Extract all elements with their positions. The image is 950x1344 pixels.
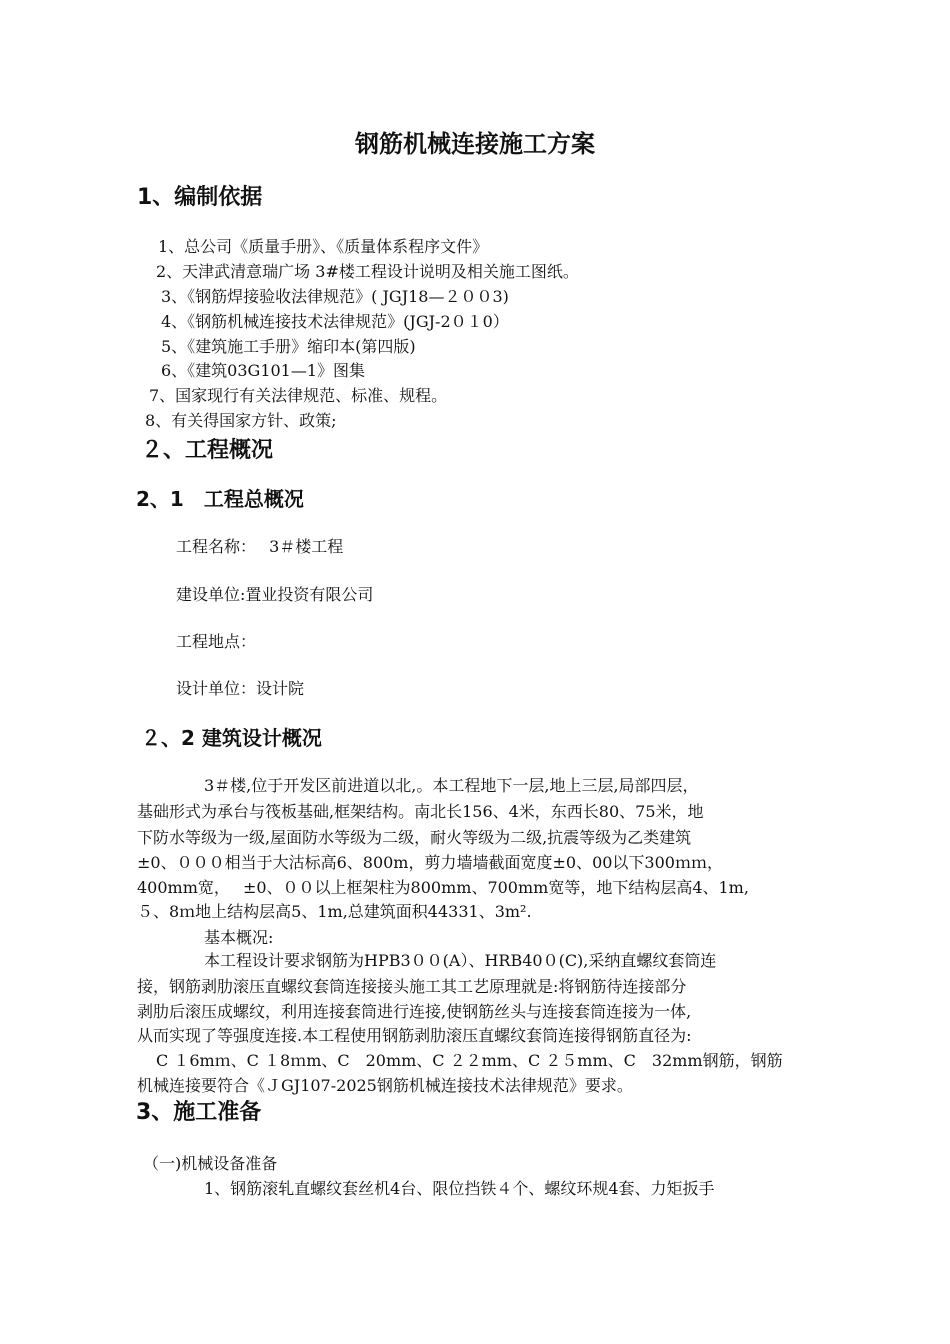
paragraph-line: 接，钢筋剥肋滚压直螺纹套筒连接接头施工其工艺原理就是:将钢筋待连接部分 <box>137 977 687 996</box>
paragraph-line: 3＃楼,位于开发区前进道以北,。本工程地下一层,地上三层,局部四层， <box>204 776 699 795</box>
location: 工程地点： <box>176 632 257 651</box>
section-heading: 1、编制依据 <box>137 185 263 210</box>
list-item: 2、天津武清意瑞广场 3#楼工程设计说明及相关施工图纸。 <box>156 262 579 281</box>
list-item: 1、总公司《质量手册》、《质量体系程序文件》 <box>158 237 489 256</box>
paragraph-line: 本工程设计要求钢筋为HPB3００(A）、HRB40０(C),采纳直螺纹套筒连 <box>204 951 717 970</box>
builder: 建设单位:置业投资有限公司 <box>176 585 374 604</box>
paragraph-line: 机械连接要符合《ＪGJ107-2025钢筋机械连接技术法律规范》要求。 <box>137 1076 633 1095</box>
paragraph-line: ±0、０００相当于大沽标高6、800m，剪力墙墙截面宽度±0、00以下300ｍｍ， <box>137 853 723 872</box>
list-item: 3、《钢筋焊接验收法律规范》( JGJ18—２００3) <box>161 287 509 306</box>
designer: 设计单位：设计院 <box>176 679 305 698</box>
paragraph-line: 下防水等级为一级,屋面防水等级为二级，耐火等级为二级,抗震等级为乙类建筑 <box>137 828 692 847</box>
paragraph-line: 基础形式为承台与筏板基础,框架结构。南北长156、4米，东西长80、75米，地 <box>137 802 704 821</box>
list-item: 7、国家现行有关法律规范、标准、规程。 <box>149 386 448 405</box>
subsection-label: （一)机械设备准备 <box>143 1154 278 1173</box>
list-item: 5、《建筑施工手册》缩印本(第四版) <box>161 337 416 356</box>
paragraph-line: ５、8ｍ地上结构层高5、1m,总建筑面积44331、3m². <box>137 902 532 921</box>
basic-overview-label: 基本概况: <box>204 928 274 947</box>
project-name: 工程名称： 3＃楼工程 <box>176 537 344 556</box>
paragraph-line: C １6mｍ、C １8ｍm、C 20mm、C ２２mm、C ２５mm、C 32mm钢筋，钢筋 <box>156 1051 783 1070</box>
list-item: 8、有关得国家方针、政策; <box>145 411 337 430</box>
paragraph-line: 400mm宽， ±0、００以上框架柱为800mm、700mm宽等，地下结构层高4、1m, <box>137 878 749 897</box>
document-title: 钢筋机械连接施工方案 <box>355 129 595 158</box>
section-heading: ２、工程概况 <box>141 438 274 463</box>
paragraph-line: 剥肋后滚压成螺纹，利用连接套筒进行连接,使钢筋丝头与连接套筒连接为一体, <box>137 1002 692 1021</box>
paragraph-line: 从而实现了等强度连接.本工程使用钢筋剥肋滚压直螺纹套筒连接得钢筋直径为: <box>137 1026 692 1045</box>
list-item: 6、《建筑03G101—1》图集 <box>161 361 366 380</box>
subsection-heading: 2、1 工程总概况 <box>136 487 304 511</box>
paragraph-line: 1、钢筋滚轧直螺纹套丝机4台、限位挡铁４个、螺纹环规4套、力矩扳手 <box>204 1179 715 1198</box>
list-item: 4、《钢筋机械连接技术法律规范》(JGJ-2０１0） <box>161 312 509 331</box>
section-heading: 3、施工准备 <box>136 1100 262 1125</box>
subsection-heading: ２、2 建筑设计概况 <box>141 726 322 750</box>
